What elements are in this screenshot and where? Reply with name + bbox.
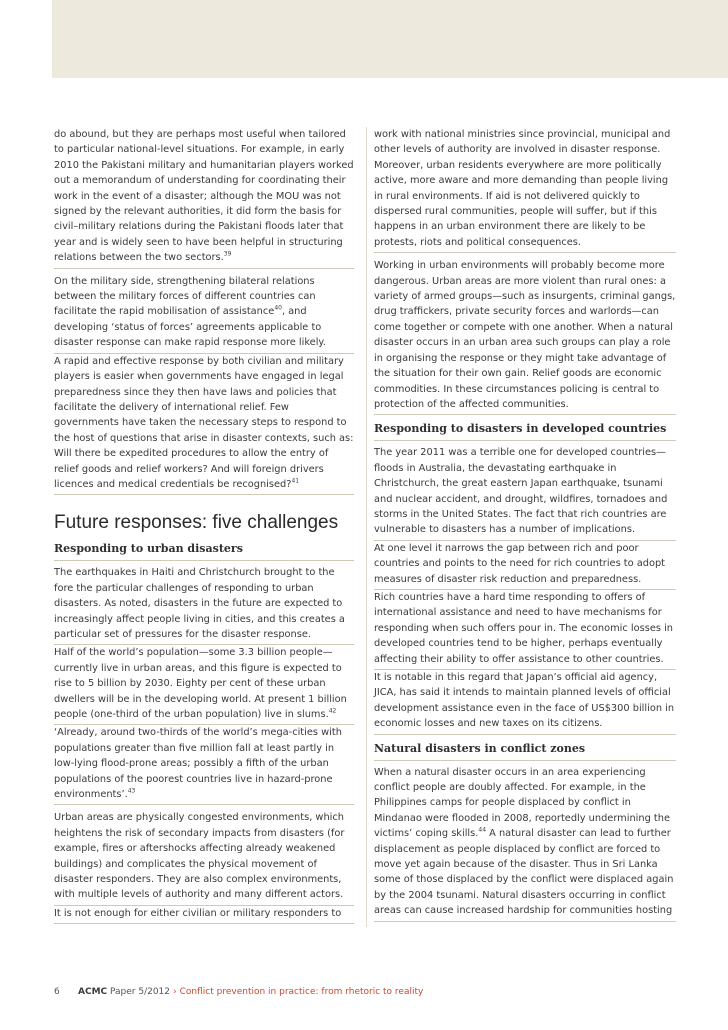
paragraph: Urban areas are physically congested environments, which heightens the risk of secondary impacts from disasters (for example, fires or aftershocks affecting already weakened buildings) and complicates the physical movement of disaster responders. They are also complex environments, with multiple levels of authority and many different actors. — [54, 810, 354, 905]
paragraph: Working in urban environments will probably become more dangerous. Urban areas are more violent than rural ones: a variety of armed groups—such as insurgents, criminal gangs, drug traffickers, private security forces and warlords—can come together or compete with one another. When a natural disaster occurs in an urban area such groups can play a role in organising the response or they might take advantage of the situation for their own gain. Relief goods are economic commodities. In these circumstances policing is central to protection of the affected communities. — [374, 258, 676, 415]
paragraph: On the military side, strengthening bilateral relations between the military forces of different countries can facilitate the rapid mobilisation of assistance$^{40}$, and developing ‘status of forces’ agreements applicable to disaster response can make rapid response more likely. — [54, 274, 354, 354]
paragraph: The earthquakes in Haiti and Christchurch brought to the fore the particular challenges of responding to urban disasters. As noted, disasters in the future are expected to increasingly affect people living in cities, and this creates a particular set of pressures for the disaster response. — [54, 565, 354, 645]
paragraph: Rich countries have a hard time responding to offers of international assistance and need to have mechanisms for responding when such offers pour in. The economic losses in developed countries tend to be higher, perhaps eventually affecting their ability to offer assistance to other countries. — [374, 590, 676, 670]
paragraph: It is not enough for either civilian or military responders to — [54, 906, 354, 924]
brand-name: ACMC — [78, 987, 108, 997]
left-column — [54, 127, 354, 924]
subsection-heading: Responding to disasters in developed countries — [374, 421, 676, 441]
header-band — [52, 0, 728, 78]
footnote-ref[interactable]: 42 — [328, 707, 337, 715]
paragraph: work with national ministries since provincial, municipal and other levels of authority are involved in disaster response. Moreover, urban residents everywhere are more politically active, more aware and more demanding than people living in rural environments. If aid is not delivered quickly to dispersed rural communities, people will suffer, but if this happens in an urban environment there are likely to be protests, riots and political consequences. — [374, 127, 676, 253]
subsection-heading: Responding to urban disasters — [54, 541, 354, 561]
footnote-ref[interactable]: 41 — [291, 477, 300, 485]
right-column — [374, 127, 676, 922]
paragraph: Half of the world’s population—some 3.3 billion people—currently live in urban areas, and this figure is expected to rise to 5 billion by 2030. Eighty per cent of these urban dwellers will be in the developing world. At present 1 billion people (one-third of the urban population) live in slums.$^{42}$ — [54, 645, 354, 725]
footnote-ref[interactable]: 39 — [223, 250, 232, 258]
section-heading: Future responses: five challenges — [54, 512, 339, 534]
paragraph: It is notable in this regard that Japan’s official aid agency, JICA, has said it intends to maintain planned levels of official development assistance even in the face of US$300 billion in economic losses and new taxes on its citizens. — [374, 670, 676, 735]
subsection-heading: Natural disasters in conflict zones — [374, 741, 676, 761]
footnote-ref[interactable]: 44 — [478, 826, 487, 834]
paragraph: The year 2011 was a terrible one for developed countries—floods in Australia, the devastating earthquake in Christchurch, the great eastern Japan earthquake, tsunami and nuclear accident, and drought, wildfires, tornadoes and storms in the United States. The fact that rich countries are vulnerable to disasters has a number of implications. — [374, 445, 676, 540]
paragraph: A rapid and effective response by both civilian and military players is easier when governments have engaged in legal preparedness since they then have laws and policies that facilitate the delivery of international relief. Few governments have taken the necessary steps to respond to the host of questions that arise in disaster contexts, such as: Will there be expedited procedures to allow the entry of relief goods and relief workers? And will foreign drivers licences and medical credentials be recognised?$^{41}$ — [54, 354, 354, 496]
footnote-ref[interactable]: 40 — [274, 305, 282, 313]
paragraph: At one level it narrows the gap between rich and poor countries and points to the need for rich countries to adopt measures of disaster risk reduction and preparedness. — [374, 541, 676, 590]
column-divider — [366, 127, 367, 927]
footnote-ref[interactable]: 43 — [127, 787, 136, 795]
paragraph: ‘Already, around two-thirds of the world’s mega-cities with populations greater than five million fall at least partly in low-lying flood-prone areas; possibly a fifth of the urban populations of the poorest countries live in hazard-prone environments’.$^{43}$ — [54, 725, 354, 805]
chevron-right-icon: › — [173, 987, 177, 997]
paragraph: When a natural disaster occurs in an area experiencing conflict people are doubly affected. For example, in the Philippines camps for people displaced by conflict in Mindanao were flooded in 2008, reportedly undermining the victims’ coping skills.$^{44}$ A natural disaster can lead to further displacement as people displaced by conflict are forced to move yet again because of the disaster. Thus in Sri Lanka some of those displaced by the conflict were displaced again by the 2004 tsunami. Natural disasters occurring in conflict areas can cause increased hardship for communities hosting — [374, 765, 676, 922]
document-title: Conflict prevention in practice: from rhetoric to reality — [179, 987, 424, 997]
page-number: 6 — [54, 987, 60, 997]
page-footer — [54, 987, 423, 997]
paragraph: do abound, but they are perhaps most useful when tailored to particular national-level situations. For example, in early 2010 the Pakistani military and humanitarian players worked out a memorandum of understanding for coordinating their work in the event of a disaster; although the MOU was not signed by the relevant authorities, it did form the basis for civil–military relations during the Pakistani floods later that year and is widely seen to have been helpful in structuring relations between the two sectors.$^{39}$ — [54, 127, 354, 269]
paper-series: Paper 5/2012 — [107, 987, 171, 997]
